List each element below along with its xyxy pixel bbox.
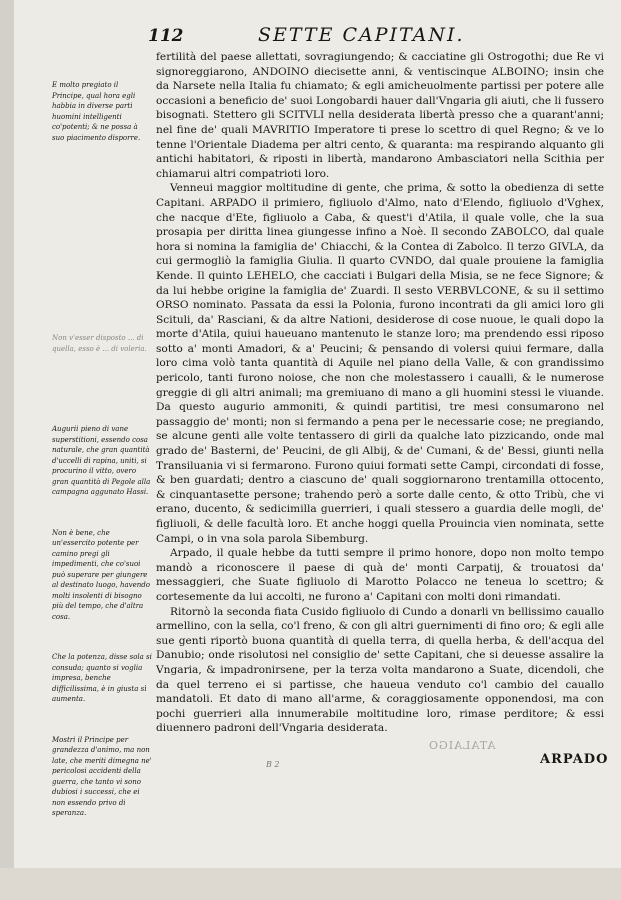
paragraph: Arpado, il quale hebbe da tutti sempre il primo honore, dopo non molto tempo mandò a riconoscere il paese di quà de' monti Carpatij, & trouatosi da' messaggieri, che Suate figliuolo di Marotto Polacco ne teneua lo scettro; & cortesemente da lui accolti, ne furono a' Capitani con molti doni rimandati. (156, 547, 604, 603)
page-edge-left (0, 0, 14, 900)
margin-note: E molto pregiato il Principe, qual hora egli habbia in diverse parti huomini intelligenti co'potenti; & ne possa à suo piacimento disporre. (52, 81, 141, 142)
paragraph: fertilità del paese allettati, sovragiungendo; & cacciatine gli Ostrogothi; due Re vi signoreggiarono, ANDOINO diecisette anni, & ventiscinque ALBOINO; insin che da Narsete nella Italia fu chiamato; & egli amicheuolmente partissi per potere alle occasioni a beneficio de' suoi Longobardi hauer dall'Vngaria gli aiuti, che li fussero bisognati. Stettero gli SCITVLI nella desiderata libertà presso che a quarant'anni; nel fine de' quali MAVRITIO Imperatore ti prese lo scettro di quel Regno; & ve lo tenne l'Orientale Diadema per altri cento, & quaranta: ma respirando alquanto gli antichi habitatori, & riposti in libertà, mandarono Ambasciatori nella Scithia per chiamarui altri compatrioti loro. (156, 51, 604, 180)
page-edge-bottom (0, 868, 621, 900)
margin-note: Non è bene, che un'essercito potente per camino pregi gli impedimenti, che co'suoi può superare per giungere al destinato luogo, havendo molti insolenti di bisogno più del tempo, che d'altra cosa. (52, 528, 150, 621)
body-text (156, 50, 604, 736)
page-number: 112 (148, 26, 184, 46)
margin-note: Augurii pieno di vane superstitioni, essendo cosa naturale, che gran quantità d'uccelli di rapina, uniti, si procurino il vitto, overo gran quantità di Pegole alla campagna aggunato Hassi. (52, 425, 151, 496)
bleed-through-text: ATALAIGO (428, 739, 496, 752)
signature-mark: B 2 (266, 760, 280, 769)
ghost-margin-note: Non v'esser disposto ... di quella, esso è ... di voleria. (52, 334, 147, 353)
margin-note: Che la potenza, disse sola si consuda; quanto si voglia impresa, benche difficilissima, è in giusta sì aumenta. (52, 653, 152, 703)
catchword: ARPADO (540, 752, 609, 767)
paragraph: Venneui maggior moltitudine di gente, che prima, & sotto la obedienza di sette Capitani. ARPADO il primiero, figliuolo d'Almo, nato d'Elendo, figliuolo d'Vghex, che nacque d'Ete, figliuolo a Caba, & quest'i d'Atila, il quale volle, che la sua prosapia per diritta linea giungesse infino a Noè. Il secondo ZABOLCO, dal quale hora si nomina la famiglia de' Chiacchi, & la Contea di Zabolco. Il terzo GIVLA, da cui germogliò la famiglia Giulia. Il quarto CVNDO, dal quale prouiene la famiglia Kende. Il quinto LEHELO, che cacciati i Bulgari della Misia, se ne fece Signore; & da lui hebbe origine la famiglia de' Zuardi. Il sesto VERBVLCONE, & su il settimo ORSO nominato. Passata da essi la Polonia, furono incontrati da gli amici loro gli Scituli, da' Rasciani, & da altre Nationi, desiderose di cose nuoue, le quali dopo la morte d'Atila, quiui haueuano mantenuto le stanze loro; ma prendendo essi riposo sotto a' monti Amadori, & a' Peucini; & pensando di volersi quiui fermare, dalla loro cima volò tanta quantità di Aquile nel piano della Valle, & con grandissimo pericolo, tanti furono noiose, che non che molestassero i caualli, & le numerose greggie di gli altri animali; ma gremiuano di mano a gli huomini stessi le viuande. Da questo augurio ammoniti, & quindi partitisi, tre mesi consumarono nel passaggio de' monti; non si fermando a pena per le necessarie cose; ne pregiando, se alcune genti alle volte tentassero di girli da qualche lato pizzicando, onde mal grado de' Basterni, de' Peucini, de gli Albij, & de' Cumani, & de' Bessi, giunti nella Transiluania vi si fermarono. Furono quiui formati sette Campi, circondati di fosse, & ben guardati; dentro a ciascuno de' quali soggiornarono trentamilla ottocento, & cinquantasette persone; trahendo però a sorte dalle cento, & otto Tribù, che vi erano, ducento, & sedicimilla guerrieri, i quali stessero a guardia delle mogli, de' figliuoli, & delle facultà loro. Et anche hoggi quella Prouincia vien nominata, sette Campi, o in vna sola parola Sibemburg. (156, 182, 604, 545)
running-title: SETTE CAPITANI. (258, 24, 465, 46)
margin-notes (52, 80, 152, 849)
margin-note: Mostri il Principe per grandezza d'animo, ma non late, che meriti dimegna ne' pericolosi accidenti della guerra, che tanto vi sono dubiosi i successi, che ei non essendo privo di speranza. (52, 735, 152, 817)
paragraph: Ritornò la seconda fiata Cusido figliuolo di Cundo a donarli vn bellissimo cauallo armellino, con la sella, co'l freno, & con gli altri guernimenti di fino oro; & egli alle sue genti riportò buona quantità di quella terra, di quella herba, & dell'acqua del Danubio; onde risolutosi nel consiglio de' sette Capitani, che si deuesse assalire la Vngaria, & impadronirsene, per la terza volta mandarono a Suate, dicendoli, che da quel terreno ei si partisse, che haueua venduto co'l cambio del cauallo mandatoli. Et dato di mano all'arme, & coraggiosamente opponendosi, ma con pochi guerrieri alla innumerabile moltitudine loro, rimase perditore; & essi diuennero padroni dell'Vngaria desiderata. (156, 605, 604, 735)
